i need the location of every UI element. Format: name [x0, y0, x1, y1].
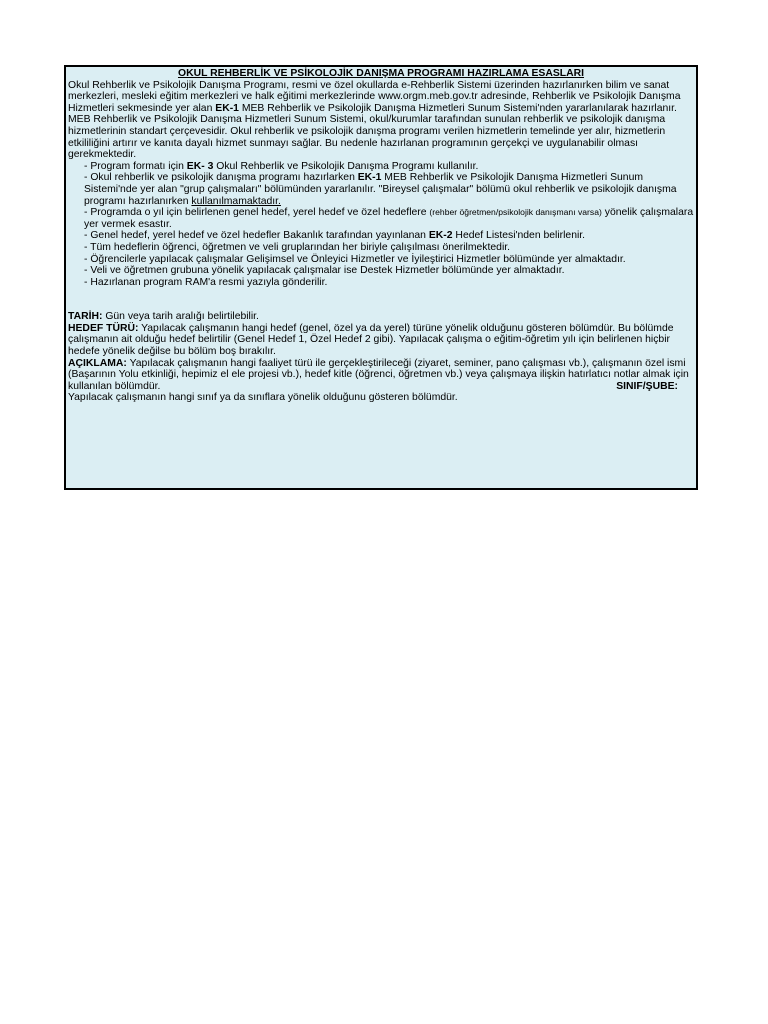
- bullet-targets: - Programda o yıl için belirlenen genel hedef, yerel hedef ve özel hedeflere (rehber öğretmen/psikolojik danışmanı varsa) yönelik çalışmalara yer vermek esastır.: [84, 207, 694, 230]
- bullet-student-work: - Öğrencilerle yapılacak çalışmalar Gelişimsel ve Önleyici Hizmetler ve İyileştirici Hizmetler bölümünde yer almaktadır.: [84, 253, 626, 265]
- tarih-definition: TARİH: Gün veya tarih aralığı belirtilebilir.: [68, 311, 259, 323]
- sinif-sube-definition: Yapılacak çalışmanın hangi sınıf ya da sınıflara yönelik olduğunu gösteren bölümdür.: [68, 392, 458, 404]
- bullet-target-list: - Genel hedef, yerel hedef ve özel hedefler Bakanlık tarafından yayınlanan EK-2 Hedef Listesi'nden belirlenir.: [84, 230, 586, 242]
- bullet-program-format: - Program formatı için EK- 3 Okul Rehberlik ve Psikolojik Danışma Programı kullanılır.: [84, 160, 479, 172]
- document-title: OKUL REHBERLİK VE PSİKOLOJİK DANIŞMA PROGRAMI HAZIRLAMA ESASLARI: [177, 68, 585, 79]
- instructions-box: [64, 65, 698, 490]
- spacer: [68, 288, 694, 311]
- aciklama-definition: AÇIKLAMA: Yapılacak çalışmanın hangi faaliyet türü ile gerçekleştirileceği (ziyaret, seminer, pano çalışması vb.), çalışmanın özel ismi (Başarının Yolu etkinliği, hepimiz el ele projesi vb.), hedef kitle (öğrenci, öğretmen vb.) veya çalışmaya ilişkin hatırlatıcı notlar almak için kullanılan bölümdür. SINIF/ŞUBE:: [68, 357, 689, 392]
- hedef-turu-definition: HEDEF TÜRÜ: Yapılacak çalışmanın hangi hedef (genel, özel ya da yerel) türüne yönelik olduğunu gösteren bölümdür. Bu bölümde çalışmanın ait olduğu hedef belirtilir (Genel Hedef 1, Özel Hedef 2 gibi). Yapılacak çalışma o eğitim-öğretim yılı için belirlenen hiçbir hedefe yönelik değilse bu bölüm boş bırakılır.: [68, 322, 674, 358]
- bullet-parent-teacher-work: - Veli ve öğretmen grubuna yönelik yapılacak çalışmalar ise Destek Hizmetler bölümünde yer almaktadır.: [84, 265, 565, 277]
- intro-paragraph: Okul Rehberlik ve Psikolojik Danışma Programı, resmi ve özel okullarda e-Rehberlik Sistemi üzerinden hazırlanırken bilim ve sanat merkezleri, mesleki eğitim merkezleri ve halk eğitimi merkezlerinde www.orgm.meb.gov.tr adresinde, Rehberlik ve Psikolojik Danışma Hizmetleri sekmesinde yer alan EK-1 MEB Rehberlik ve Psikolojik Danışma Hizmetleri Sunum Sistemi'nden yararlanılarak hazırlanır. MEB Rehberlik ve Psikolojik Danışma Hizmetleri Sunum Sistemi, okul/kurumlar tarafından sunulan rehberlik ve psikolojik danışma hizmetlerinin standart çerçevesidir. Okul rehberlik ve psikolojik danışma programı verilen hizmetlerin temelinde yer alır, hizmetlerin etkililiğini artırır ve kanıta dayalı hizmet sunmayı sağlar. Bu nedenle hazırlanan programının gerçekçi ve uygulanabilir olması gerekmektedir.: [68, 79, 681, 161]
- sinif-sube-label: SINIF/ŞUBE:: [616, 380, 678, 392]
- bullet-group-work: - Okul rehberlik ve psikolojik danışma programı hazırlarken EK-1 MEB Rehberlik ve Psikolojik Danışma Hizmetleri Sunum Sistemi'nde yer alan "grup çalışmaları" bölümünden yararlanılır. "Bireysel çalışmalar" bölümü okul rehberlik ve psikolojik danışma programı hazırlanırken kullanılmamaktadır.: [84, 172, 677, 207]
- bullet-all-groups: - Tüm hedeflerin öğrenci, öğretmen ve veli gruplarından her biriyle çalışılması önerilmektedir.: [84, 241, 511, 253]
- bullet-ram-submission: - Hazırlanan program RAM'a resmi yazıyla gönderilir.: [84, 276, 328, 288]
